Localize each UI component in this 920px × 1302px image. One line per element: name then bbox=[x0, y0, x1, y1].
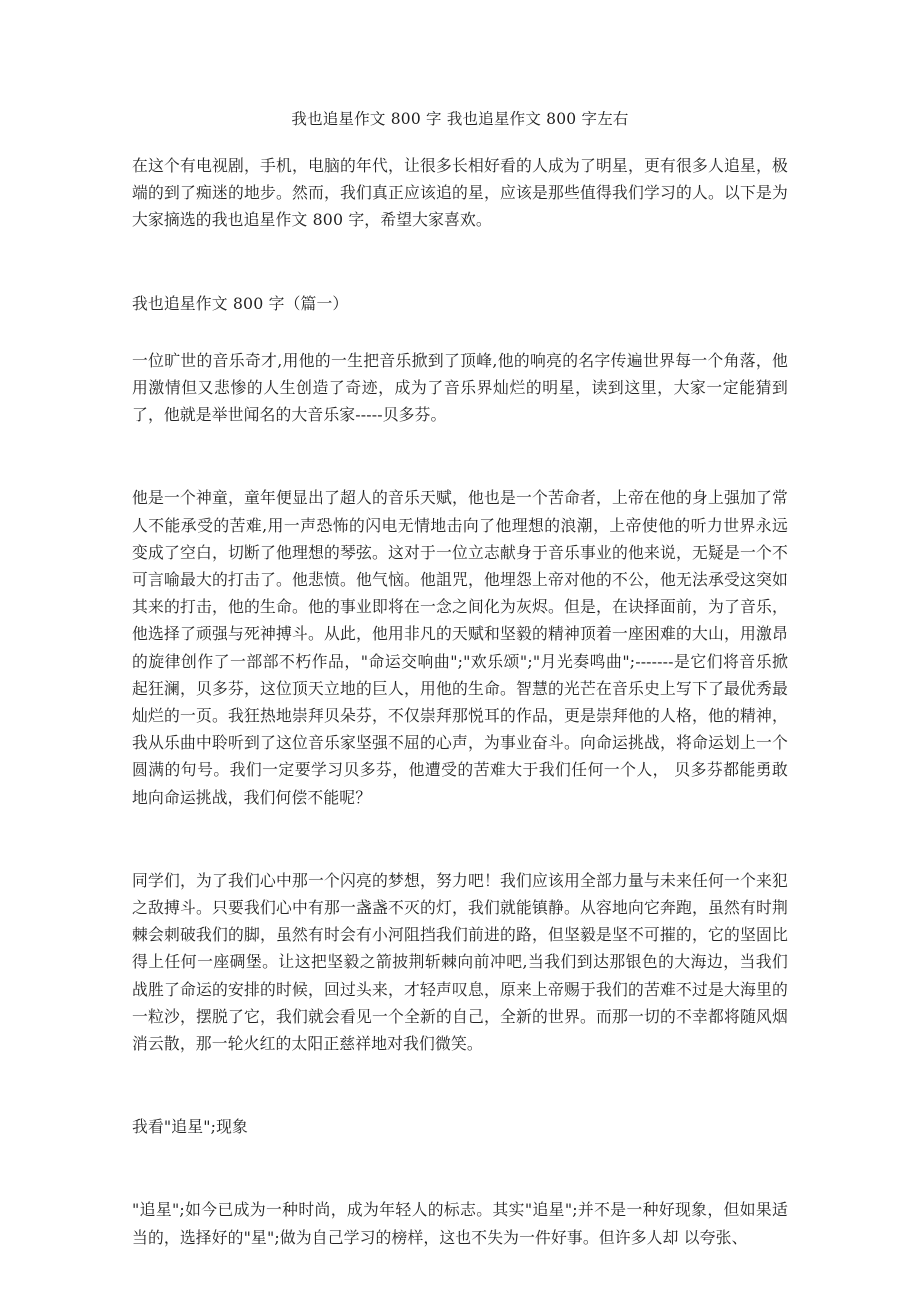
document-body bbox=[132, 0, 788, 1251]
paragraph-two: 他是一个神童，童年便显出了超人的音乐天赋，他也是一个苦命者，上帝在他的身上强加了常人不能承受的苦难,用一声恐怖的闪电无情地击向了他理想的浪潮，上帝使他的听力世界永远变成了空白，切断了他理想的琴弦。这对于一位立志献身于音乐事业的他来说，无疑是一个不可言喻最大的打击了。他悲愤。他气恼。他詛咒，他埋怨上帝对他的不公，他无法承受这突如其来的打击，他的生命。他的事业即将在一念之间化为灰烬。但是，在诀择面前，为了音乐，他选择了顽强与死神搏斗。从此，他用非凡的天赋和坚毅的精神顶着一座困难的大山，用激昂的旋律创作了一部部不朽作品，"命运交响曲";"欢乐颂";"月光奏鸣曲";-------是它们将音乐掀起狂澜，贝多芬，这位顶天立地的巨人，用他的生命。智慧的光芒在音乐史上写下了最优秀最灿烂的一页。我狂热地崇拜贝朵芬，不仅崇拜那悦耳的作品，更是崇拜他的人格，他的精神，我从乐曲中聆听到了这位音乐家坚强不屈的心声，为事业奋斗。向命运挑战，将命运划上一个圆满的句号。我们一定要学习贝多芬，他遭受的苦难大于我们任何一个人， 贝多芬都能勇敢地向命运挑战，我们何偿不能呢？ bbox=[132, 488, 788, 807]
block-spacer bbox=[132, 458, 788, 484]
block-spacer bbox=[132, 1170, 788, 1196]
paragraph-four: "追星";如今已成为一种时尚，成为年轻人的标志。其实"追星";并不是一种好现象，但如果适当的，选择好的"星";做为自己学习的榜样，这也不失为一件好事。但许多人却 以夸张、 bbox=[132, 1200, 788, 1247]
block-spacer bbox=[132, 264, 788, 290]
block-spacer bbox=[132, 1087, 788, 1113]
block-spacer bbox=[132, 841, 788, 867]
section-heading-one: 我也追星作文 800 字（篇一） bbox=[132, 293, 349, 313]
section-heading-two: 我看"追星";现象 bbox=[132, 1117, 248, 1137]
intro-paragraph: 在这个有电视剧，手机，电脑的年代，让很多长相好看的人成为了明星，更有很多人追星，极端的到了痴迷的地步。然而，我们真正应该追的星，应该是那些值得我们学习的人。以下是为大家摘选的我也追星作文 800 字，希望大家喜欢。 bbox=[132, 156, 788, 230]
paragraph-three: 同学们，为了我们心中那一个闪亮的梦想，努力吧！我们应该用全部力量与未来任何一个来犯之敌搏斗。只要我们心中有那一盏盏不灭的灯，我们就能镇静。从容地向它奔跑，虽然有时荆棘会刺破我们的脚，虽然有时会有小河阻挡我们前进的路，但坚毅是坚不可摧的，它的坚固比得上任何一座碉堡。让这把坚毅之箭披荆斩棘向前冲吧,当我们到达那银色的大海边，当我们战胜了命运的安排的时候，回过头来，才轻声叹息，原来上帝赐于我们的苦难不过是大海里的一粒沙，摆脱了它，我们就会看见一个全新的自己，全新的世界。而那一切的不幸都将随风烟消云散，那一轮火红的太阳正慈祥地对我们微笑。 bbox=[132, 870, 788, 1054]
paragraph-one: 一位旷世的音乐奇才,用他的一生把音乐掀到了顶峰,他的响亮的名字传遍世界每一个角落，他用激情但又悲惨的人生创造了奇迹，成为了音乐界灿烂的明星，读到这里，大家一定能猜到了，他就是举世闻名的大音乐家-----贝多芬。 bbox=[132, 350, 788, 425]
page-title: 我也追星作文 800 字 我也追星作文 800 字左右 bbox=[291, 110, 629, 128]
